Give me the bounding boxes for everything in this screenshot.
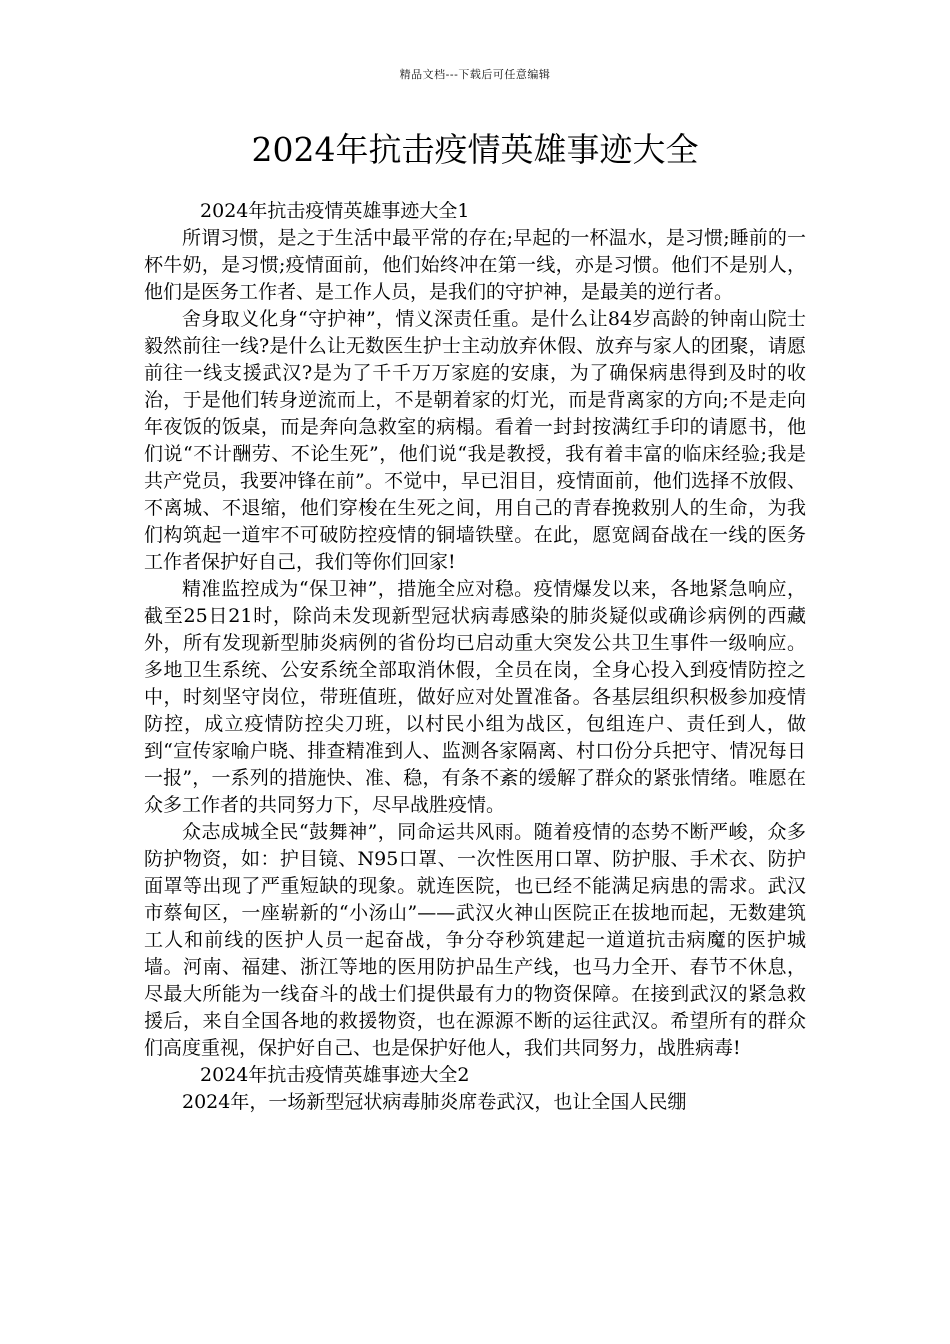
paragraph: 舍身取义化身“守护神”，情义深责任重。是什么让84岁高龄的钟南山院士毅然前往一线?是什么让无数医生护士主动放弃休假、放弃与家人的团聚，请愿前往一线支援武汉?是为了千千万万家庭的安康，为了确保病患得到及时的收治，于是他们转身逆流而上，不是朝着家的灯光，而是背离家的方向;不是走向年夜饭的饭桌，而是奔向急救室的病榻。看着一封封按满红手印的请愿书，他们说“不计酬劳、不论生死”，他们说“我是教授，我有着丰富的临床经验;我是共产党员，我要冲锋在前”。不觉中，早已泪目，疫情面前，他们选择不放假、不离城、不退缩，他们穿梭在生死之间，用自己的青春挽救别人的生命，为我们构筑起一道牢不可破防控疫情的铜墙铁壁。在此，愿宽阔奋战在一线的医务工作者保护好自己，我们等你们回家!: [144, 308, 806, 573]
paragraph: 所谓习惯，是之于生活中最平常的存在;早起的一杯温水，是习惯;睡前的一杯牛奶，是习惯;疫情面前，他们始终冲在第一线，亦是习惯。他们不是别人，他们是医务工作者、是工作人员，是我们的守护神，是最美的逆行者。: [144, 227, 806, 303]
paragraph: 精准监控成为“保卫神”，措施全应对稳。疫情爆发以来，各地紧急响应，截至25日21时，除尚未发现新型冠状病毒感染的肺炎疑似或确诊病例的西藏外，所有发现新型肺炎病例的省份均已启动重大突发公共卫生事件一级响应。多地卫生系统、公安系统全部取消休假，全员在岗，全身心投入到疫情防控之中，时刻坚守岗位，带班值班，做好应对处置准备。各基层组织积极参加疫情防控，成立疫情防控尖刀班，以村民小组为战区，包组连户、责任到人，做到“宣传家喻户晓、排查精准到人、监测各家隔离、村口份分兵把守、情况每日一报”，一系列的措施快、准、稳，有条不紊的缓解了群众的紧张情绪。唯愿在众多工作者的共同努力下，尽早战胜疫情。: [144, 578, 806, 816]
section-heading: 2024年抗击疫情英雄事迹大全2: [200, 1064, 470, 1086]
paragraph: 众志成城全民“鼓舞神”，同命运共风雨。随着疫情的态势不断严峻，众多防护物资，如：护目镜、N95口罩、一次性医用口罩、防护服、手术衣、防护面罩等出现了严重短缺的现象。就连医院，也已经不能满足病患的需求。武汉市蔡甸区，一座崭新的“小汤山”——武汉火神山医院正在拔地而起，无数建筑工人和前线的医护人员一起奋战，争分夺秒筑建起一道道抗击病魔的医护城墙。河南、福建、浙江等地的医用防护品生产线，也马力全开、春节不休息，尽最大所能为一线奋斗的战士们提供最有力的物资保障。在接到武汉的紧急救援后，来自全国各地的救援物资，也在源源不断的运往武汉。希望所有的群众们高度重视，保护好自己、也是保护好他人，我们共同努力，战胜病毒!: [144, 821, 806, 1059]
document-body: [144, 198, 806, 1116]
section-heading: 2024年抗击疫情英雄事迹大全1: [200, 200, 470, 222]
document-title: 2024年抗击疫情英雄事迹大全: [251, 130, 699, 169]
paragraph: 2024年，一场新型冠状病毒肺炎席卷武汉，也让全国人民绷: [182, 1091, 687, 1113]
page-header: 精品文档---下载后可任意编辑: [399, 68, 551, 81]
